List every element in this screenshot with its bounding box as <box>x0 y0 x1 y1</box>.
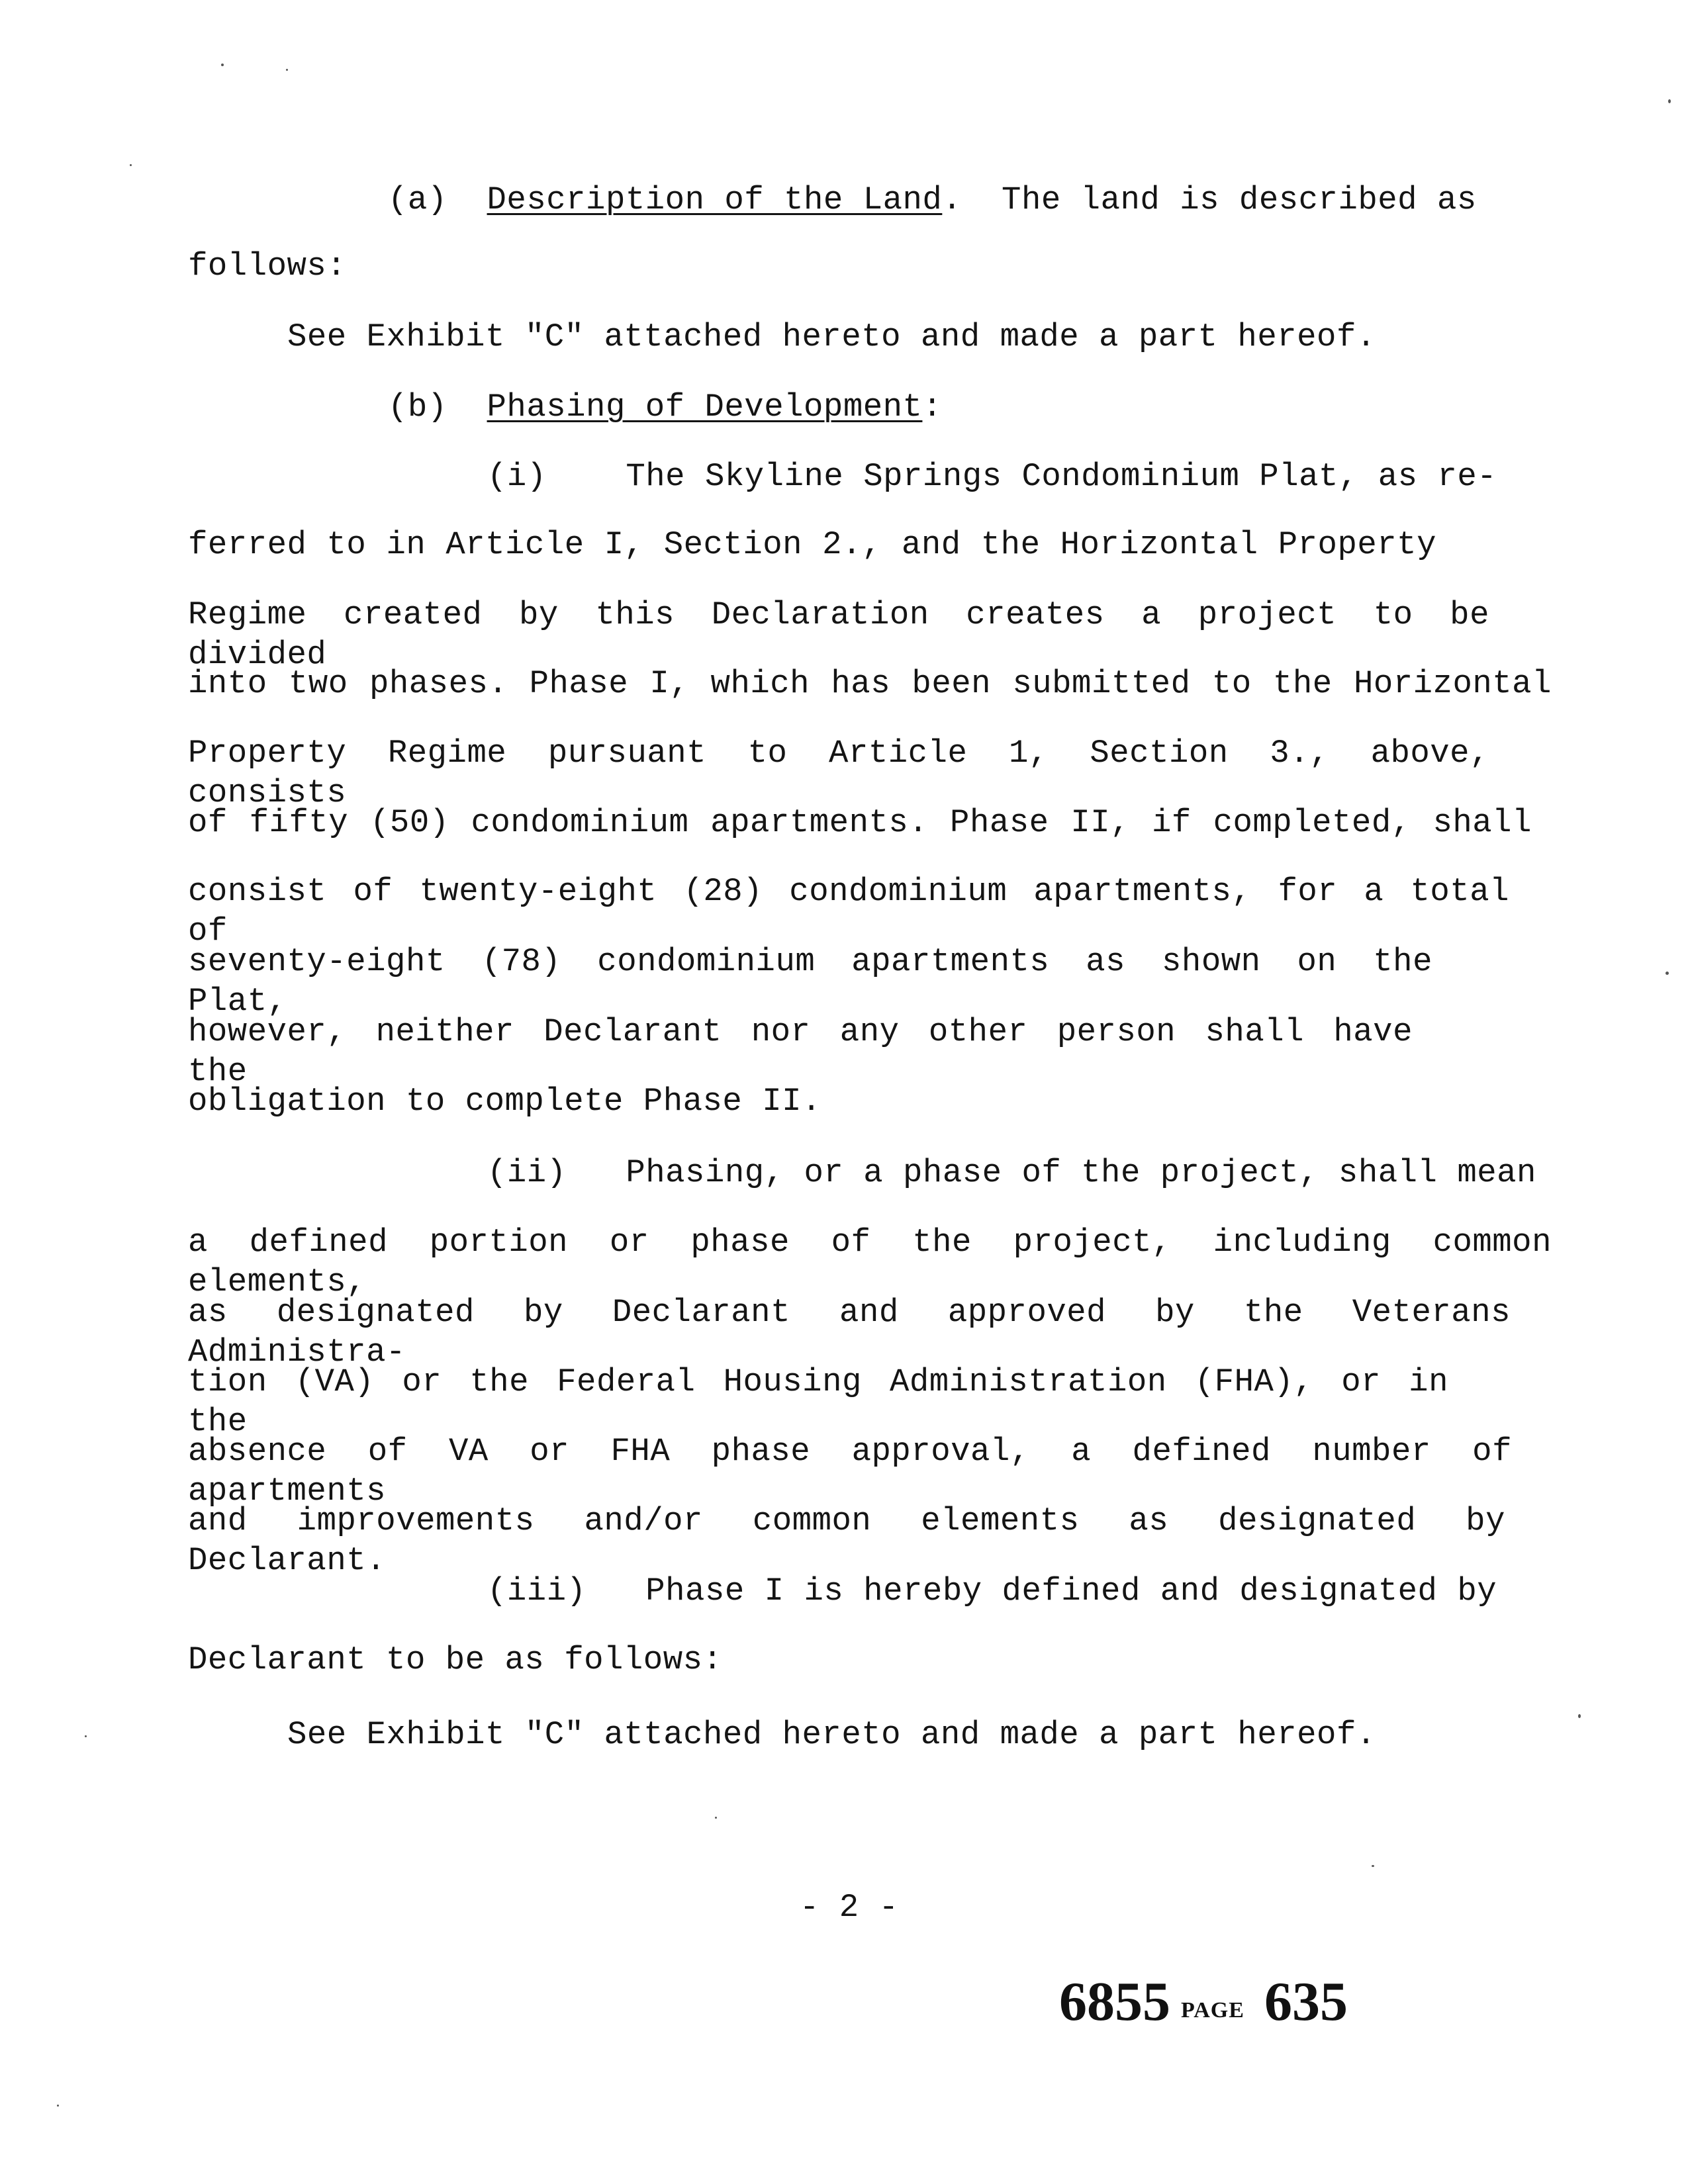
para-a-heading: Description of the Land <box>487 181 943 218</box>
sub-i-label: (i) <box>487 458 547 495</box>
scan-speck <box>57 2105 59 2107</box>
page-number: - 2 - <box>800 1889 899 1926</box>
scan-speck <box>715 1817 717 1819</box>
sub-ii-line: absence of VA or FHA phase approval, a defined number of apartments <box>188 1433 1512 1510</box>
scan-speck <box>1578 1714 1581 1718</box>
sub-i-line: seventy-eight (78) condominium apartments as shown on the Plat, <box>188 943 1432 1020</box>
para-a-text: . The land is described as <box>942 181 1477 218</box>
sub-ii-first-line <box>487 1153 1536 1193</box>
sub-ii-label: (ii) <box>487 1154 567 1191</box>
sub-i-line: Property Regime pursuant to Article 1, Section 3., above, consists <box>188 735 1489 811</box>
sub-i-last-line: obligation to complete Phase II. <box>188 1083 821 1120</box>
sub-ii-line: a defined portion or phase of the project, including common elements, <box>188 1224 1552 1300</box>
sub-i-line: ferred to in Article I, Section 2., and the Horizontal Property <box>188 526 1436 563</box>
sub-iii-first-line <box>487 1571 1497 1611</box>
recording-page-number: 635 <box>1264 1971 1348 2032</box>
scan-speck <box>85 1735 87 1737</box>
para-a-continuation: follows: <box>188 248 347 285</box>
scan-speck <box>221 64 224 66</box>
para-a-label: (a) <box>388 181 447 218</box>
exhibit-reference-1: See Exhibit "C" attached hereto and made a part hereof. <box>287 318 1376 355</box>
para-b-line <box>388 387 942 427</box>
sub-i-line: of fifty (50) condominium apartments. Phase II, if completed, shall <box>188 804 1532 841</box>
scan-speck <box>286 69 288 71</box>
para-a-line <box>388 180 1477 220</box>
sub-i-line: consist of twenty-eight (28) condominium apartments, for a total of <box>188 873 1509 950</box>
scan-speck <box>1372 1865 1374 1867</box>
scan-speck <box>130 164 132 166</box>
sub-i-line: Regime created by this Declaration creates a project to be divided <box>188 596 1489 673</box>
sub-iii-first-text: Phase I is hereby defined and designated by <box>645 1572 1497 1610</box>
scan-speck <box>1665 972 1669 975</box>
sub-i-first-text: The Skyline Springs Condominium Plat, as re- <box>626 458 1497 495</box>
book-number: 6855 <box>1059 1971 1170 2032</box>
para-b-label: (b) <box>388 388 447 426</box>
sub-ii-line: tion (VA) or the Federal Housing Administration (FHA), or in the <box>188 1363 1448 1440</box>
page-word: PAGE <box>1181 1998 1244 2023</box>
sub-ii-line: and improvements and/or common elements as designated by Declarant. <box>188 1502 1505 1579</box>
exhibit-reference-2: See Exhibit "C" attached hereto and made a part hereof. <box>287 1716 1376 1753</box>
recording-stamp <box>1059 1969 1348 2044</box>
para-b-heading: Phasing of Development <box>487 388 923 426</box>
sub-i-first-line <box>487 457 1497 496</box>
sub-i-line: however, neither Declarant nor any other person shall have the <box>188 1013 1413 1090</box>
sub-ii-first-text: Phasing, or a phase of the project, shall mean <box>626 1154 1536 1191</box>
scan-speck <box>1668 99 1671 103</box>
sub-iii-label: (iii) <box>487 1572 586 1610</box>
sub-ii-line: as designated by Declarant and approved by the Veterans Administra- <box>188 1294 1511 1371</box>
sub-iii-last-line: Declarant to be as follows: <box>188 1641 723 1678</box>
sub-i-line: into two phases. Phase I, which has been submitted to the Horizontal <box>188 665 1552 702</box>
para-b-colon: : <box>922 388 943 426</box>
